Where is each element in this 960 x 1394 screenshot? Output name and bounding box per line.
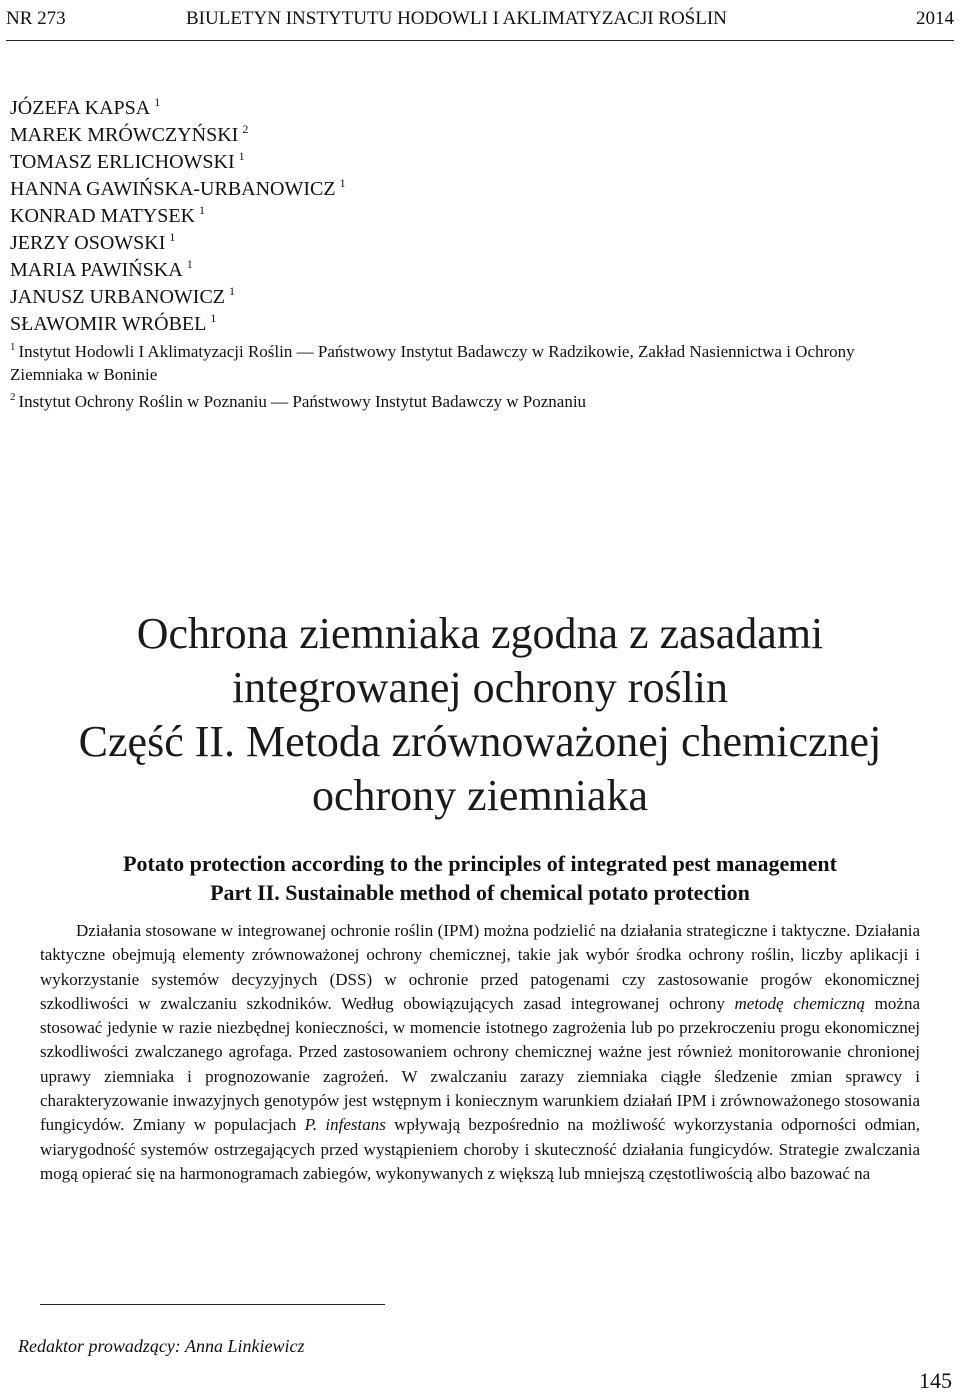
emphasis: metodę chemiczną (734, 993, 866, 1013)
author: JERZY OSOWSKI $^1$ (10, 230, 176, 254)
header-rule (6, 40, 954, 41)
affiliation: $^1$ Instytut Hodowli I Aklimatyzacji Roślin — Państwowy Instytut Badawczy w Radzikowie, Zakład Nasiennictwa i Ochrony Ziemniaka w Boninie (10, 341, 855, 384)
author: TOMASZ ERLICHOWSKI $^1$ (10, 149, 245, 173)
publication-year: 2014 (916, 8, 954, 29)
abstract-paragraph: Działania stosowane w integrowanej ochronie roślin (IPM) można podzielić na działania strategiczne i taktyczne. Działania taktyczne obejmują elementy zrównoważonej ochrony chemicznej, takie jak wybór środka ochrony roślin, liczby aplikacji i wykorzystanie systemów decyzyjnych (DSS) w ochronie przed patogenami czy zastosowanie progów ekonomicznej szkodliwości w zwalczaniu szkodników. Według obowiązujących zasad integrowanej ochrony metodę chemiczną można stosować jedynie w razie niezbędnej konieczności, w momencie istotnego zagrożenia lub po przekroczeniu progu ekonomicznej szkodliwości zwalczanego agrofaga. Przed zastosowaniem ochrony chemicznej ważne jest również monitorowanie chronionej uprawy ziemniaka i prognozowanie zagrożeń. W zwalczaniu zarazy ziemniaka ciągłe śledzenie zmian sprawcy i charakteryzowanie inwazyjnych genotypów jest wstępnym i koniecznym warunkiem działań IPM i zrównoważonego stosowania fungicydów. Zmiany w populacjach P. infestans wpływają bezpośrednio na możliwość wykorzystania odporności odmian, wiarygodność systemów ostrzegających przed wystąpieniem choroby i skuteczność działania fungicydów. Strategie zwalczania mogą opierać się na harmonogramach zabiegów, wykonywanych z większą lub mniejszą częstotliwością albo bazować na (40, 921, 920, 1183)
species-name: P. infestans (304, 1115, 386, 1135)
author: HANNA GAWIŃSKA-URBANOWICZ $^1$ (10, 176, 346, 200)
running-header (6, 4, 954, 34)
footnote-rule (40, 1304, 385, 1305)
page-number: 145 (919, 1368, 952, 1393)
volume-number: NR 273 (6, 8, 66, 29)
affiliations (10, 336, 890, 413)
author: SŁAWOMIR WRÓBEL $^1$ (10, 311, 217, 335)
author: JÓZEFA KAPSA $^1$ (10, 95, 161, 119)
title-polish: Ochrona ziemniaka zgodna z zasadami integrowanej ochrony roślin Część II. Metoda zrównoważonej chemicznej ochrony ziemniaka (78, 609, 882, 820)
affiliation: $^2$ Instytut Ochrony Roślin w Poznaniu — Państwowy Instytut Badawczy w Poznaniu (10, 391, 587, 411)
author: KONRAD MATYSEK $^1$ (10, 203, 206, 227)
author: MARIA PAWIŃSKA $^1$ (10, 257, 193, 281)
author: MAREK MRÓWCZYŃSKI $^2$ (10, 122, 249, 146)
author: JANUSZ URBANOWICZ $^1$ (10, 284, 235, 308)
title-english: Potato protection according to the principles of integrated pest management Part II. Sustainable method of chemical potato protection (123, 851, 837, 905)
author-list (10, 89, 910, 335)
editor-note: Redaktor prowadzący: Anna Linkiewicz (18, 1336, 305, 1356)
journal-name: BIULETYN INSTYTUTU HODOWLI I AKLIMATYZACJI ROŚLIN (186, 8, 727, 29)
